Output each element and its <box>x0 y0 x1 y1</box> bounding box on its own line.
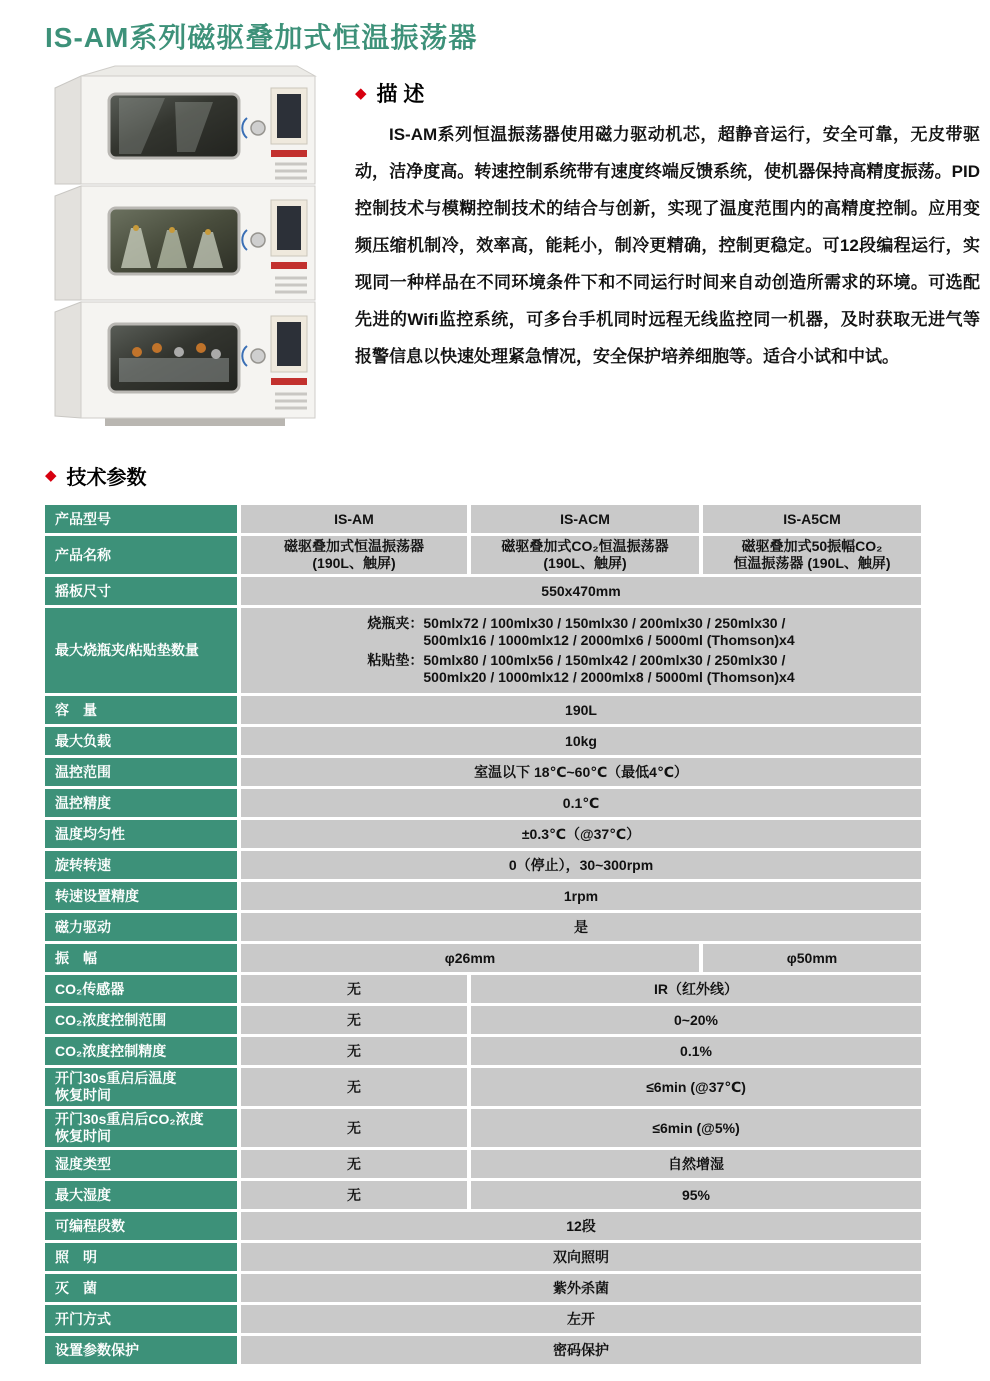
spec-value: 磁驱叠加式CO₂恒温振荡器 (190L、触屏) <box>471 536 699 574</box>
spec-label: 产品型号 <box>45 505 237 533</box>
spec-value <box>241 608 921 693</box>
spec-row <box>45 505 921 533</box>
spec-value: 无 <box>241 1006 467 1034</box>
spec-row <box>45 1006 921 1034</box>
spec-value: IS-AM <box>241 505 467 533</box>
spec-value: IS-ACM <box>471 505 699 533</box>
spec-row <box>45 851 921 879</box>
shaker-base <box>105 418 285 426</box>
description-paragraph: IS-AM系列恒温振荡器使用磁力驱动机芯，超静音运行，安全可靠，无皮带驱动，洁净度高。转速控制系统带有速度终端反馈系统，使机器保持高精度振荡。PID控制技术与模糊控制技术的结合与创新，实现了温度范围内的高精度控制。应用变频压缩机制冷，效率高，能耗小，制冷更精确，控制更稳定。可12段编程运行，实现同一种样品在不同环境条件下和不同运行时间来自动创造所需求的环境。可选配先进的Wifi监控系统，可多台手机同时远程无线监控同一机器，及时获取无进气等报警信息以快速处理紧急情况，安全保护培养细胞等。适合小试和中试。 <box>355 125 980 366</box>
spec-value: ≤6min (@37℃) <box>471 1068 921 1106</box>
spec-row <box>45 1037 921 1065</box>
top-section <box>45 62 982 439</box>
spec-row <box>45 758 921 786</box>
spec-label: 开门30s重启后温度 恢复时间 <box>45 1068 237 1106</box>
spec-value: 1rpm <box>241 882 921 910</box>
spec-label: 产品名称 <box>45 536 237 574</box>
description-heading <box>355 78 980 108</box>
spec-row <box>45 789 921 817</box>
shaker-unit-middle <box>55 186 315 300</box>
shaker-unit-top <box>55 66 315 184</box>
spec-row <box>45 577 921 605</box>
spec-row <box>45 1305 921 1333</box>
spec-label: CO₂浓度控制精度 <box>45 1037 237 1065</box>
spec-value: 无 <box>241 1150 467 1178</box>
spec-value: 190L <box>241 696 921 724</box>
spec-value: 双向照明 <box>241 1243 921 1271</box>
spec-value: 是 <box>241 913 921 941</box>
stacked-shaker-illustration <box>45 62 333 434</box>
spec-label: 最大湿度 <box>45 1181 237 1209</box>
spec-label: 开门30s重启后CO₂浓度 恢复时间 <box>45 1109 237 1147</box>
spec-value: 磁驱叠加式恒温振荡器 (190L、触屏) <box>241 536 467 574</box>
spec-row <box>45 913 921 941</box>
spec-row <box>45 975 921 1003</box>
spec-row <box>45 1274 921 1302</box>
spec-row <box>45 727 921 755</box>
spec-label: 温控范围 <box>45 758 237 786</box>
spec-value: ±0.3℃（@37℃） <box>241 820 921 848</box>
spec-value: 紫外杀菌 <box>241 1274 921 1302</box>
specs-table-body <box>45 505 921 1364</box>
specs-heading <box>45 461 982 490</box>
page-title: IS-AM系列磁驱叠加式恒温振荡器 <box>45 22 478 53</box>
spec-label: 可编程段数 <box>45 1212 237 1240</box>
flask-clamp-list: 烧瓶夹： 50mlx72 / 100mlx30 / 150mlx30 / 200mlx30 / 250mlx30 / 500mlx16 / 1000mlx12 / 2000mlx6 / 5000ml (Thomson)x4 粘贴垫： 50mlx80 / 100mlx56 / 150mlx42 / 200mlx30 / 250mlx30 / 500mlx20 / 1000mlx12 / 2000mlx8 / 5000ml (Thomson)x4 <box>367 615 795 685</box>
spec-value: IR（红外线） <box>471 975 921 1003</box>
spec-value: 10kg <box>241 727 921 755</box>
spec-row <box>45 1181 921 1209</box>
spec-row <box>45 536 921 574</box>
spec-value: IS-A5CM <box>703 505 921 533</box>
spec-value: 左开 <box>241 1305 921 1333</box>
spec-row <box>45 1336 921 1364</box>
spec-value: 550x470mm <box>241 577 921 605</box>
spec-label: 摇板尺寸 <box>45 577 237 605</box>
spec-value: φ26mm <box>241 944 699 972</box>
spec-row <box>45 1243 921 1271</box>
spec-value: 95% <box>471 1181 921 1209</box>
spec-row <box>45 1150 921 1178</box>
spec-row <box>45 608 921 693</box>
spec-row <box>45 1068 921 1106</box>
spec-value: 无 <box>241 1109 467 1147</box>
spec-label: 最大负载 <box>45 727 237 755</box>
description-heading-label: 描 述 <box>376 83 425 106</box>
specs-heading-label: 技术参数 <box>66 467 147 489</box>
spec-value: 12段 <box>241 1212 921 1240</box>
spec-row <box>45 882 921 910</box>
spec-value: 0.1% <box>471 1037 921 1065</box>
spec-label: 振 幅 <box>45 944 237 972</box>
shaker-unit-bottom <box>55 302 315 418</box>
spec-label: 最大烧瓶夹/粘贴垫数量 <box>45 608 237 693</box>
spec-value: 0（停止），30~300rpm <box>241 851 921 879</box>
spec-label: 湿度类型 <box>45 1150 237 1178</box>
spec-label: CO₂传感器 <box>45 975 237 1003</box>
description-section <box>355 62 982 375</box>
spec-row <box>45 1109 921 1147</box>
spec-value: 磁驱叠加式50振幅CO₂ 恒温振荡器 (190L、触屏) <box>703 536 921 574</box>
spec-label: 灭 菌 <box>45 1274 237 1302</box>
specs-table <box>41 502 925 1367</box>
spec-value: 0~20% <box>471 1006 921 1034</box>
product-image <box>45 62 333 439</box>
spec-value: 无 <box>241 975 467 1003</box>
diamond-icon: ◆ <box>45 467 57 484</box>
spec-label: 旋转转速 <box>45 851 237 879</box>
diamond-icon: ◆ <box>355 84 367 102</box>
spec-label: 转速设置精度 <box>45 882 237 910</box>
spec-row <box>45 944 921 972</box>
spec-value: 无 <box>241 1037 467 1065</box>
spec-label: 照 明 <box>45 1243 237 1271</box>
spec-value: 自然增湿 <box>471 1150 921 1178</box>
spec-label: 开门方式 <box>45 1305 237 1333</box>
spec-value: φ50mm <box>703 944 921 972</box>
spec-row <box>45 1212 921 1240</box>
spec-value: 无 <box>241 1181 467 1209</box>
spec-row <box>45 820 921 848</box>
spec-label: 磁力驱动 <box>45 913 237 941</box>
spec-label: 温控精度 <box>45 789 237 817</box>
spec-value: 密码保护 <box>241 1336 921 1364</box>
spec-value: 室温以下 18℃~60℃（最低4℃） <box>241 758 921 786</box>
spec-label: 容 量 <box>45 696 237 724</box>
spec-label: 设置参数保护 <box>45 1336 237 1364</box>
spec-label: 温度均匀性 <box>45 820 237 848</box>
spec-label: CO₂浓度控制范围 <box>45 1006 237 1034</box>
spec-value: 无 <box>241 1068 467 1106</box>
spec-value: ≤6min (@5%) <box>471 1109 921 1147</box>
spec-value: 0.1℃ <box>241 789 921 817</box>
spec-row <box>45 696 921 724</box>
